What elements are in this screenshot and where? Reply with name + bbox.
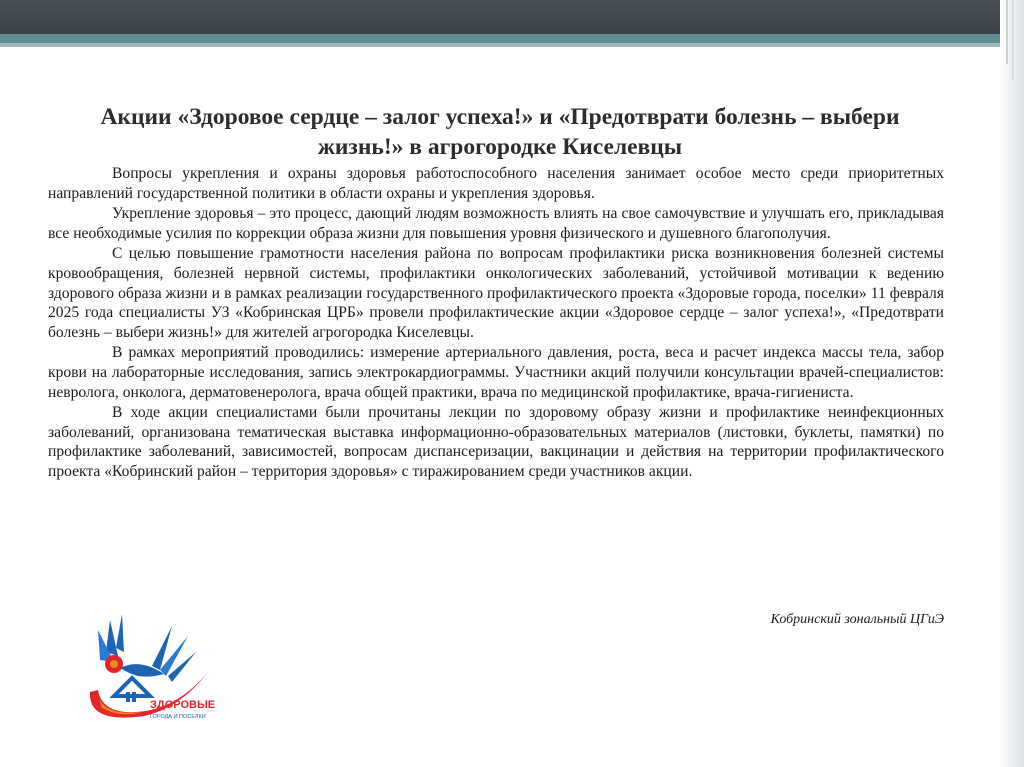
logo-text-main: ЗДОРОВЫЕ <box>150 699 216 711</box>
logo-text-sub: ГОРОДА И ПОСЕЛКИ <box>150 714 206 720</box>
top-accent-stripe <box>0 34 1024 43</box>
paragraph: Вопросы укрепления и охраны здоровья работоспособного населения занимает особое место среди приоритетных направлений государственной политики в области охраны и укрепления здоровья. <box>48 165 944 202</box>
slide-right-edge <box>1000 0 1024 767</box>
top-accent-stripe-light <box>0 43 1024 47</box>
article-body <box>48 164 944 483</box>
top-banner <box>0 0 1024 34</box>
paragraph: В рамках мероприятий проводились: измерение артериального давления, роста, веса и расчет индекса массы тела, забор крови на лабораторные исследования, запись электрокардиограммы. Участники акций получили консультации врачей-специалистов: невролога, онколога, дерматовенеролога, врача общей практики, врача по медицинской профилактике, врача-гигиениста. <box>48 344 944 401</box>
paragraph: С целью повышение грамотности населения района по вопросам профилактики риска возникновения болезней системы кровообращения, болезней нервной системы, профилактики онкологических заболеваний, устойчивой мотивации к ведению здорового образа жизни и в рамках реализации государственного профилактического проекта «Здоровые города, поселки» 11 февраля 2025 года специалисты УЗ «Кобринская ЦРБ» провели профилактические акции «Здоровое сердце – залог успеха!», «Предотврати болезнь – выбери жизнь!» для жителей агрогородка Киселевцы. <box>48 245 944 341</box>
healthy-cities-logo <box>80 612 230 732</box>
paragraph: В ходе акции специалистами были прочитаны лекции по здоровому образу жизни и профилактике неинфекционных заболеваний, организована тематическая выставка информационно-образовательных материалов (листовки, буклеты, памятки) по профилактике заболеваний, зависимостей, вопросам диспансеризации, вакцинации и действия на территории профилактического проекта «Кобринский район – территория здоровья» с тиражированием среди участников акции. <box>48 404 944 480</box>
signature: Кобринский зональный ЦГиЭ <box>770 612 944 627</box>
paragraph: Укрепление здоровья – это процесс, дающий людям возможность влиять на свое самочувствие и улучшать его, прикладывая все необходимые усилия по коррекции образа жизни для повышения уровня физического и душевного благополучия. <box>48 205 944 242</box>
page-title: Акции «Здоровое сердце – залог успеха!» и «Предотврати болезнь – выбери жизнь!» в агрогородке Киселевцы <box>100 103 900 160</box>
logo-graphic <box>80 612 230 732</box>
